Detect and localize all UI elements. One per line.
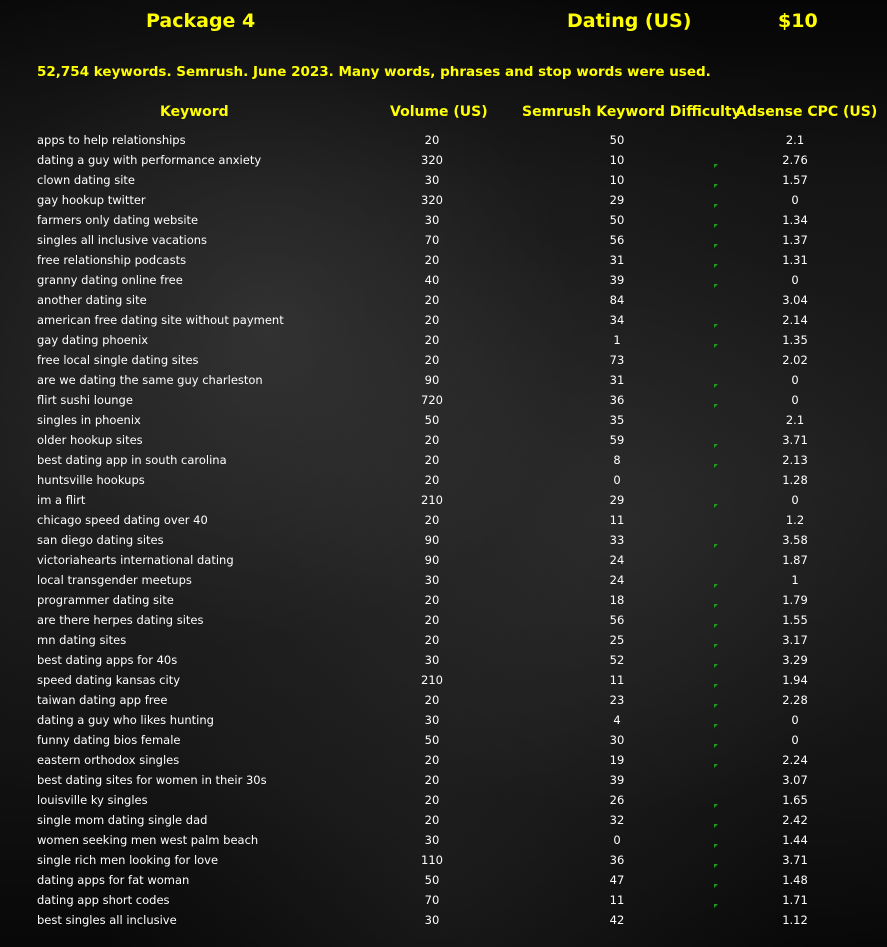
- keyword-cell: singles in phoenix: [37, 413, 141, 427]
- table-row: [0, 590, 887, 610]
- cpc-cell: 3.58: [782, 533, 808, 547]
- error-indicator-icon: [714, 284, 718, 288]
- difficulty-cell: 47: [609, 873, 625, 887]
- volume-cell: 20: [424, 333, 440, 347]
- error-indicator-icon: [714, 644, 718, 648]
- table-row: [0, 790, 887, 810]
- keyword-cell: apps to help relationships: [37, 133, 186, 147]
- error-indicator-icon: [714, 224, 718, 228]
- price-label: $10: [778, 10, 818, 32]
- cpc-cell: 1.65: [782, 793, 808, 807]
- cpc-cell: 1.79: [782, 593, 808, 607]
- difficulty-cell: 35: [609, 413, 625, 427]
- cpc-cell: 1.12: [782, 913, 808, 927]
- error-indicator-icon: [714, 904, 718, 908]
- volume-cell: 30: [424, 653, 440, 667]
- keyword-cell: best singles all inclusive: [37, 913, 177, 927]
- table-row: [0, 610, 887, 630]
- difficulty-cell: 29: [609, 493, 625, 507]
- package-title: Package 4: [146, 10, 256, 32]
- cpc-cell: 3.29: [782, 653, 808, 667]
- difficulty-cell: 0: [613, 473, 621, 487]
- error-indicator-icon: [714, 824, 718, 828]
- keyword-cell: best dating apps for 40s: [37, 653, 178, 667]
- cpc-cell: 1.35: [782, 333, 808, 347]
- difficulty-cell: 50: [609, 133, 625, 147]
- keyword-cell: programmer dating site: [37, 593, 174, 607]
- difficulty-cell: 59: [609, 433, 625, 447]
- volume-cell: 210: [421, 493, 443, 507]
- table-row: [0, 390, 887, 410]
- error-indicator-icon: [714, 324, 718, 328]
- error-indicator-icon: [714, 444, 718, 448]
- table-row: [0, 770, 887, 790]
- keyword-cell: clown dating site: [37, 173, 135, 187]
- difficulty-cell: 33: [609, 533, 625, 547]
- volume-cell: 20: [424, 813, 440, 827]
- difficulty-cell: 11: [609, 673, 625, 687]
- table-row: [0, 870, 887, 890]
- error-indicator-icon: [714, 804, 718, 808]
- table-row: [0, 730, 887, 750]
- table-row: [0, 910, 887, 930]
- table-row: [0, 210, 887, 230]
- volume-cell: 20: [424, 133, 440, 147]
- volume-cell: 50: [424, 413, 440, 427]
- table-row: [0, 130, 887, 150]
- cpc-cell: 3.71: [782, 433, 808, 447]
- cpc-cell: 2.13: [782, 453, 808, 467]
- cpc-cell: 1: [791, 573, 799, 587]
- table-row: [0, 530, 887, 550]
- volume-cell: 90: [424, 553, 440, 567]
- keyword-cell: farmers only dating website: [37, 213, 199, 227]
- cpc-cell: 1.2: [785, 513, 805, 527]
- keyword-cell: best dating app in south carolina: [37, 453, 227, 467]
- keyword-cell: funny dating bios female: [37, 733, 181, 747]
- cpc-cell: 0: [791, 273, 799, 287]
- difficulty-cell: 8: [613, 453, 621, 467]
- error-indicator-icon: [714, 704, 718, 708]
- description: 52,754 keywords. Semrush. June 2023. Many words, phrases and stop words were used.: [37, 64, 711, 80]
- error-indicator-icon: [714, 764, 718, 768]
- keyword-cell: singles all inclusive vacations: [37, 233, 208, 247]
- cpc-cell: 1.48: [782, 873, 808, 887]
- error-indicator-icon: [714, 464, 718, 468]
- difficulty-cell: 32: [609, 813, 625, 827]
- table-row: [0, 850, 887, 870]
- volume-cell: 20: [424, 253, 440, 267]
- keyword-cell: im a flirt: [37, 493, 86, 507]
- table-row: [0, 410, 887, 430]
- difficulty-cell: 39: [609, 773, 625, 787]
- error-indicator-icon: [714, 584, 718, 588]
- cpc-cell: 1.37: [782, 233, 808, 247]
- volume-cell: 30: [424, 213, 440, 227]
- volume-cell: 20: [424, 773, 440, 787]
- keyword-cell: mn dating sites: [37, 633, 127, 647]
- difficulty-cell: 42: [609, 913, 625, 927]
- difficulty-cell: 30: [609, 733, 625, 747]
- cpc-cell: 2.28: [782, 693, 808, 707]
- keyword-cell: free relationship podcasts: [37, 253, 187, 267]
- cpc-cell: 0: [791, 493, 799, 507]
- error-indicator-icon: [714, 744, 718, 748]
- cpc-cell: 1.55: [782, 613, 808, 627]
- volume-cell: 30: [424, 833, 440, 847]
- keyword-cell: best dating sites for women in their 30s: [37, 773, 267, 787]
- cpc-cell: 1.28: [782, 473, 808, 487]
- volume-cell: 20: [424, 293, 440, 307]
- error-indicator-icon: [714, 864, 718, 868]
- volume-cell: 20: [424, 793, 440, 807]
- table-row: [0, 310, 887, 330]
- difficulty-cell: 31: [609, 253, 625, 267]
- cpc-cell: 1.34: [782, 213, 808, 227]
- table-row: [0, 170, 887, 190]
- volume-cell: 90: [424, 533, 440, 547]
- difficulty-cell: 24: [609, 573, 625, 587]
- cpc-cell: 2.14: [782, 313, 808, 327]
- table-row: [0, 150, 887, 170]
- cpc-cell: 1.57: [782, 173, 808, 187]
- keyword-cell: another dating site: [37, 293, 147, 307]
- table-row: [0, 690, 887, 710]
- volume-cell: 50: [424, 873, 440, 887]
- volume-cell: 70: [424, 893, 440, 907]
- table-row: [0, 370, 887, 390]
- difficulty-cell: 25: [609, 633, 625, 647]
- keyword-cell: are we dating the same guy charleston: [37, 373, 263, 387]
- keyword-cell: older hookup sites: [37, 433, 143, 447]
- difficulty-cell: 26: [609, 793, 625, 807]
- table-row: [0, 510, 887, 530]
- error-indicator-icon: [714, 844, 718, 848]
- cpc-cell: 1.44: [782, 833, 808, 847]
- table-row: [0, 450, 887, 470]
- cpc-cell: 1.87: [782, 553, 808, 567]
- error-indicator-icon: [714, 384, 718, 388]
- volume-cell: 70: [424, 233, 440, 247]
- cpc-cell: 0: [791, 393, 799, 407]
- volume-cell: 20: [424, 313, 440, 327]
- error-indicator-icon: [714, 884, 718, 888]
- volume-cell: 20: [424, 753, 440, 767]
- table-row: [0, 810, 887, 830]
- table-row: [0, 830, 887, 850]
- volume-cell: 30: [424, 713, 440, 727]
- table-row: [0, 430, 887, 450]
- volume-cell: 20: [424, 693, 440, 707]
- table-row: [0, 750, 887, 770]
- cpc-cell: 3.07: [782, 773, 808, 787]
- table-row: [0, 630, 887, 650]
- keyword-cell: single rich men looking for love: [37, 853, 219, 867]
- cpc-cell: 1.94: [782, 673, 808, 687]
- difficulty-cell: 0: [613, 833, 621, 847]
- error-indicator-icon: [714, 604, 718, 608]
- table-row: [0, 250, 887, 270]
- keyword-cell: single mom dating single dad: [37, 813, 208, 827]
- volume-cell: 20: [424, 433, 440, 447]
- keyword-cell: american free dating site without payment: [37, 313, 284, 327]
- volume-cell: 20: [424, 593, 440, 607]
- error-indicator-icon: [714, 664, 718, 668]
- keyword-cell: local transgender meetups: [37, 573, 192, 587]
- cpc-cell: 0: [791, 193, 799, 207]
- keyword-cell: huntsville hookups: [37, 473, 145, 487]
- table-row: [0, 270, 887, 290]
- difficulty-cell: 10: [609, 153, 625, 167]
- keyword-cell: eastern orthodox singles: [37, 753, 180, 767]
- table-row: [0, 670, 887, 690]
- volume-cell: 40: [424, 273, 440, 287]
- column-header-volume: Volume (US): [390, 104, 488, 120]
- table-row: [0, 570, 887, 590]
- volume-cell: 20: [424, 613, 440, 627]
- keyword-cell: gay hookup twitter: [37, 193, 146, 207]
- error-indicator-icon: [714, 184, 718, 188]
- keyword-cell: chicago speed dating over 40: [37, 513, 208, 527]
- difficulty-cell: 29: [609, 193, 625, 207]
- cpc-cell: 2.42: [782, 813, 808, 827]
- cpc-cell: 1.71: [782, 893, 808, 907]
- difficulty-cell: 56: [609, 233, 625, 247]
- error-indicator-icon: [714, 264, 718, 268]
- volume-cell: 30: [424, 913, 440, 927]
- keyword-cell: speed dating kansas city: [37, 673, 181, 687]
- volume-cell: 720: [421, 393, 443, 407]
- error-indicator-icon: [714, 204, 718, 208]
- cpc-cell: 2.02: [782, 353, 808, 367]
- error-indicator-icon: [714, 724, 718, 728]
- keyword-cell: women seeking men west palm beach: [37, 833, 259, 847]
- cpc-cell: 3.17: [782, 633, 808, 647]
- table-row: [0, 890, 887, 910]
- difficulty-cell: 18: [609, 593, 625, 607]
- volume-cell: 210: [421, 673, 443, 687]
- cpc-cell: 2.1: [785, 133, 805, 147]
- keyword-cell: dating app short codes: [37, 893, 170, 907]
- keyword-cell: victoriahearts international dating: [37, 553, 234, 567]
- difficulty-cell: 11: [609, 893, 625, 907]
- cpc-cell: 0: [791, 733, 799, 747]
- volume-cell: 110: [421, 853, 443, 867]
- keyword-cell: dating a guy who likes hunting: [37, 713, 214, 727]
- keyword-cell: flirt sushi lounge: [37, 393, 133, 407]
- volume-cell: 20: [424, 473, 440, 487]
- difficulty-cell: 56: [609, 613, 625, 627]
- difficulty-cell: 1: [613, 333, 621, 347]
- category-title: Dating (US): [567, 10, 692, 32]
- table-row: [0, 490, 887, 510]
- volume-cell: 50: [424, 733, 440, 747]
- keyword-cell: taiwan dating app free: [37, 693, 168, 707]
- column-header-keyword: Keyword: [160, 104, 229, 120]
- cpc-cell: 3.04: [782, 293, 808, 307]
- difficulty-cell: 52: [609, 653, 625, 667]
- cpc-cell: 3.71: [782, 853, 808, 867]
- error-indicator-icon: [714, 404, 718, 408]
- keyword-cell: are there herpes dating sites: [37, 613, 204, 627]
- difficulty-cell: 23: [609, 693, 625, 707]
- difficulty-cell: 36: [609, 393, 625, 407]
- keyword-cell: free local single dating sites: [37, 353, 199, 367]
- table-row: [0, 710, 887, 730]
- volume-cell: 20: [424, 633, 440, 647]
- keyword-cell: san diego dating sites: [37, 533, 164, 547]
- table-row: [0, 470, 887, 490]
- cpc-cell: 2.76: [782, 153, 808, 167]
- error-indicator-icon: [714, 684, 718, 688]
- table-row: [0, 550, 887, 570]
- volume-cell: 30: [424, 173, 440, 187]
- volume-cell: 320: [421, 153, 443, 167]
- difficulty-cell: 34: [609, 313, 625, 327]
- keyword-cell: granny dating online free: [37, 273, 183, 287]
- table-row: [0, 230, 887, 250]
- volume-cell: 20: [424, 453, 440, 467]
- difficulty-cell: 73: [609, 353, 625, 367]
- volume-cell: 20: [424, 513, 440, 527]
- error-indicator-icon: [714, 544, 718, 548]
- keyword-cell: dating apps for fat woman: [37, 873, 190, 887]
- keyword-cell: gay dating phoenix: [37, 333, 149, 347]
- keyword-cell: dating a guy with performance anxiety: [37, 153, 262, 167]
- table-row: [0, 190, 887, 210]
- difficulty-cell: 31: [609, 373, 625, 387]
- error-indicator-icon: [714, 244, 718, 248]
- table-row: [0, 290, 887, 310]
- difficulty-cell: 36: [609, 853, 625, 867]
- difficulty-cell: 84: [609, 293, 625, 307]
- table-row: [0, 650, 887, 670]
- difficulty-cell: 10: [609, 173, 625, 187]
- error-indicator-icon: [714, 344, 718, 348]
- column-header-cpc: Adsense CPC (US): [736, 104, 878, 120]
- difficulty-cell: 11: [609, 513, 625, 527]
- volume-cell: 20: [424, 353, 440, 367]
- table-row: [0, 330, 887, 350]
- table-row: [0, 350, 887, 370]
- error-indicator-icon: [714, 164, 718, 168]
- cpc-cell: 2.24: [782, 753, 808, 767]
- difficulty-cell: 50: [609, 213, 625, 227]
- difficulty-cell: 24: [609, 553, 625, 567]
- keyword-cell: louisville ky singles: [37, 793, 148, 807]
- difficulty-cell: 39: [609, 273, 625, 287]
- cpc-cell: 0: [791, 713, 799, 727]
- column-header-difficulty: Semrush Keyword Difficulty: [522, 104, 741, 120]
- cpc-cell: 1.31: [782, 253, 808, 267]
- volume-cell: 30: [424, 573, 440, 587]
- volume-cell: 90: [424, 373, 440, 387]
- cpc-cell: 0: [791, 373, 799, 387]
- keyword-table: [0, 130, 887, 930]
- cpc-cell: 2.1: [785, 413, 805, 427]
- difficulty-cell: 19: [609, 753, 625, 767]
- volume-cell: 320: [421, 193, 443, 207]
- error-indicator-icon: [714, 624, 718, 628]
- error-indicator-icon: [714, 504, 718, 508]
- difficulty-cell: 4: [613, 713, 621, 727]
